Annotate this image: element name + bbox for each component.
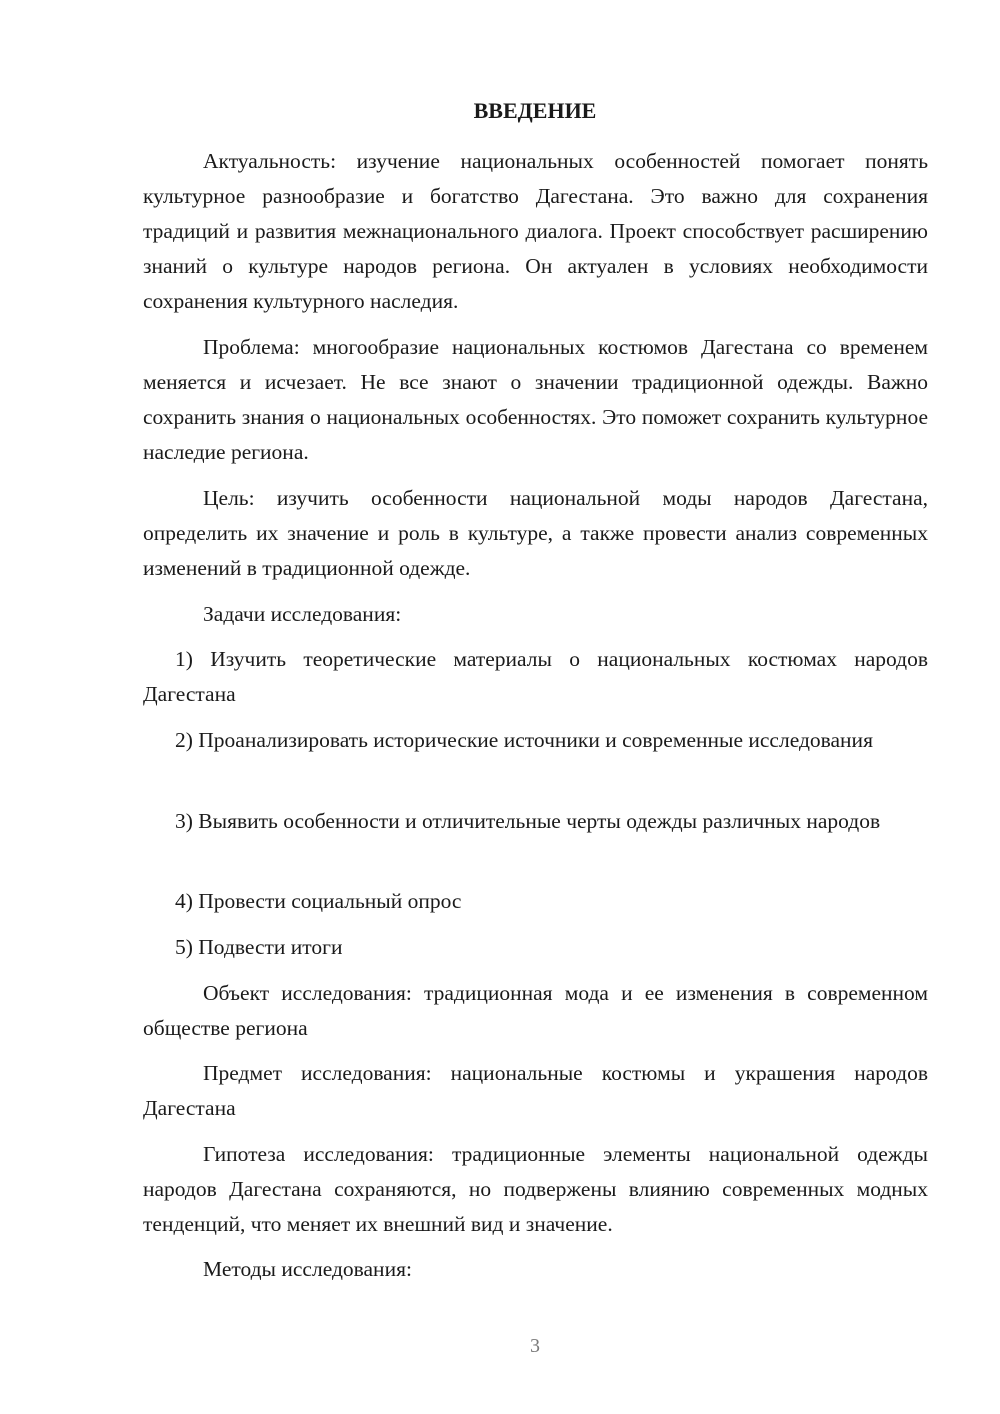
- problem-paragraph: Проблема: многообразие национальных костюмов Дагестана со временем меняется и исчезает. Не все знают о значении традиционной одежды. Важно сохранить знания о национальных особенностях. Это поможет сохранить культурное наследие региона.: [143, 335, 928, 464]
- hypothesis-paragraph: Гипотеза исследования: традиционные элементы национальной одежды народов Дагестана сохраняются, но подвержены влиянию современных модных тенденций, что меняет их внешний вид и значение.: [143, 1142, 928, 1236]
- goal-paragraph: Цель: изучить особенности национальной моды народов Дагестана, определить их значение и роль в культуре, а также провести анализ современных изменений в традиционной одежде.: [143, 486, 928, 580]
- page-number: 3: [530, 1335, 540, 1357]
- task-item-4: 4) Провести социальный опрос: [175, 889, 462, 913]
- relevance-paragraph: Актуальность: изучение национальных особенностей помогает понять культурное разнообразие и богатство Дагестана. Это важно для сохранения традиций и развития межнационального диалога. Проект способствует расширению знаний о культуре народов региона. Он актуален в условиях необходимости сохранения культурного наследия.: [143, 149, 928, 313]
- task-item-2: 2) Проанализировать исторические источники и современные исследования: [175, 728, 873, 752]
- subject-paragraph: Предмет исследования: национальные костюмы и украшения народов Дагестана: [143, 1061, 928, 1120]
- task-item-5: 5) Подвести итоги: [175, 935, 343, 959]
- task-item-3: 3) Выявить особенности и отличительные черты одежды различных народов: [175, 809, 881, 833]
- methods-heading: Методы исследования:: [203, 1257, 412, 1281]
- object-paragraph: Объект исследования: традиционная мода и ее изменения в современном обществе региона: [143, 981, 928, 1040]
- section-heading: ВВЕДЕНИЕ: [473, 98, 597, 123]
- task-item-1: 1) Изучить теоретические материалы о национальных костюмах народов Дагестана: [143, 647, 928, 706]
- tasks-heading: Задачи исследования:: [203, 602, 402, 626]
